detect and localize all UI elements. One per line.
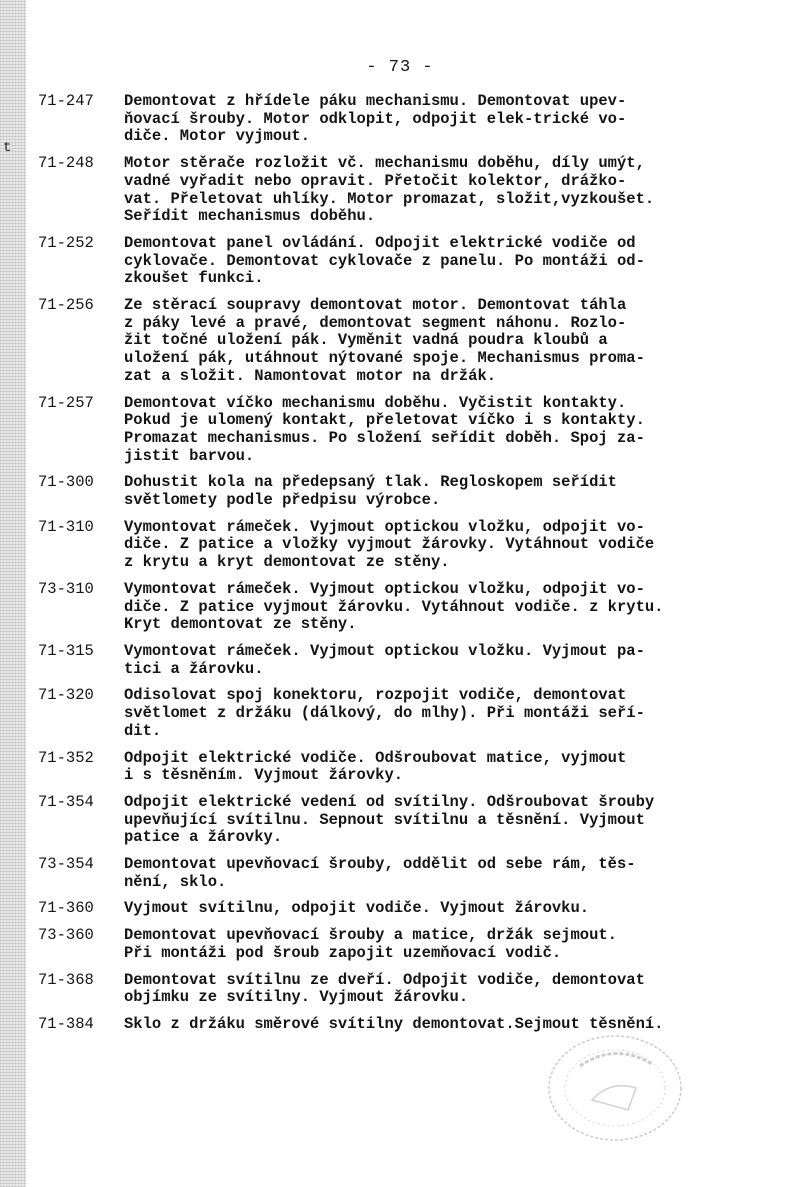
- operation-entry: [38, 474, 778, 509]
- operation-entry: [38, 395, 778, 466]
- description-line: objímku ze svítilny. Vyjmout žárovku.: [124, 988, 469, 1007]
- operation-entry: [38, 687, 778, 740]
- margin-mark: t: [3, 140, 12, 156]
- stamp-seal: [540, 1028, 690, 1148]
- scan-margin-strip: [0, 0, 26, 1187]
- description-line: diče. Z patice vyjmout žárovku. Vytáhnout vodiče. z krytu.: [124, 597, 664, 616]
- operation-description: [124, 235, 778, 288]
- operation-description: [124, 900, 778, 918]
- operation-code: 71-368: [38, 970, 94, 989]
- operation-entry: [38, 235, 778, 288]
- operation-description: [124, 155, 778, 226]
- description-line: dit.: [124, 721, 162, 740]
- operation-description: [124, 643, 778, 678]
- description-line: Demontovat panel ovládání. Odpojit elektrické vodiče od: [124, 233, 636, 252]
- operation-description: [124, 856, 778, 891]
- operation-entry: [38, 750, 778, 785]
- description-line: Promazat mechanismus. Po složení seřídit doběh. Spoj za-: [124, 428, 645, 447]
- operation-entry: [38, 794, 778, 847]
- operation-description: [124, 927, 778, 962]
- description-line: Demontovat upevňovací šrouby, oddělit od sebe rám, těs-: [124, 855, 636, 874]
- operation-description: [124, 972, 778, 1007]
- description-line: z krytu a kryt demontovat ze stěny.: [124, 553, 450, 572]
- description-line: z páky levé a pravé, demontovat segment náhonu. Rozlo-: [124, 313, 627, 332]
- operation-description: [124, 519, 778, 572]
- description-line: tici a žárovku.: [124, 659, 264, 678]
- operation-entry: [38, 643, 778, 678]
- operations-list: [38, 93, 778, 1043]
- description-line: Odpojit elektrické vodiče. Odšroubovat matice, vyjmout: [124, 748, 627, 767]
- description-line: světlomet z držáku (dálkový, do mlhy). Při montáži seří-: [124, 704, 645, 723]
- description-line: upevňující svítilnu. Sepnout svítilnu a těsnění. Vyjmout: [124, 810, 645, 829]
- description-line: nění, sklo.: [124, 872, 227, 891]
- operation-code: 71-320: [38, 686, 94, 705]
- operation-code: 71-384: [38, 1014, 94, 1033]
- description-line: Kryt demontovat ze stěny.: [124, 615, 357, 634]
- description-line: Demontovat upevňovací šrouby a matice, držák sejmout.: [124, 926, 617, 945]
- description-line: Pokud je ulomený kontakt, přeletovat víčko i s kontakty.: [124, 411, 645, 430]
- operation-entry: [38, 972, 778, 1007]
- operation-code: 71-252: [38, 233, 94, 252]
- description-line: světlomety podle předpisu výrobce.: [124, 491, 441, 510]
- description-line: uložení pák, utáhnout nýtované spoje. Mechanismus proma-: [124, 349, 645, 368]
- description-line: patice a žárovky.: [124, 828, 283, 847]
- description-line: Odisolovat spoj konektoru, rozpojit vodiče, demontovat: [124, 686, 627, 705]
- operation-description: [124, 750, 778, 785]
- description-line: diče. Motor vyjmout.: [124, 127, 311, 146]
- description-line: Demontovat víčko mechanismu doběhu. Vyčistit kontakty.: [124, 393, 627, 412]
- description-line: Vymontovat rámeček. Vyjmout optickou vložku, odpojit vo-: [124, 517, 645, 536]
- description-line: diče. Z patice a vložky vyjmout žárovky. Vytáhnout vodiče: [124, 535, 655, 554]
- operation-code: 71-256: [38, 296, 94, 315]
- operation-description: [124, 395, 778, 466]
- operation-entry: [38, 519, 778, 572]
- description-line: Motor stěrače rozložit vč. mechanismu doběhu, díly umýt,: [124, 154, 645, 173]
- page-number: - 73 -: [366, 58, 434, 77]
- description-line: cyklovače. Demontovat cyklovače z panelu. Po montáži od-: [124, 251, 645, 270]
- operation-description: [124, 581, 778, 634]
- operation-entry: [38, 155, 778, 226]
- operation-code: 73-310: [38, 579, 94, 598]
- operation-code: 71-354: [38, 792, 94, 811]
- description-line: žit točné uložení pák. Vyměnit vadná poudra kloubů a: [124, 331, 608, 350]
- operation-entry: [38, 297, 778, 386]
- operation-code: 71-300: [38, 473, 94, 492]
- operation-description: [124, 93, 778, 146]
- description-line: Demontovat z hřídele páku mechanismu. Demontovat upev-: [124, 92, 627, 110]
- description-line: zkoušet funkci.: [124, 269, 264, 288]
- description-line: i s těsněním. Vyjmout žárovky.: [124, 766, 404, 785]
- description-line: Odpojit elektrické vedení od svítilny. Odšroubovat šrouby: [124, 792, 655, 811]
- operation-code: 71-257: [38, 393, 94, 412]
- operation-code: 73-360: [38, 926, 94, 945]
- description-line: zat a složit. Namontovat motor na držák.: [124, 366, 497, 385]
- operation-description: [124, 297, 778, 386]
- operation-entry: [38, 900, 778, 918]
- description-line: Ze stěrací soupravy demontovat motor. Demontovat táhla: [124, 296, 627, 315]
- description-line: ňovací šrouby. Motor odklopit, odpojit elek-trické vo-: [124, 109, 627, 128]
- description-line: jistit barvou.: [124, 446, 255, 465]
- description-line: Demontovat svítilnu ze dveří. Odpojit vodiče, demontovat: [124, 970, 645, 989]
- operation-description: [124, 687, 778, 740]
- description-line: Dohustit kola na předepsaný tlak. Regloskopem seřídit: [124, 473, 617, 492]
- operation-code: 73-354: [38, 855, 94, 874]
- operation-code: 71-310: [38, 517, 94, 536]
- operation-entry: [38, 856, 778, 891]
- operation-code: 71-247: [38, 92, 94, 110]
- description-line: Sklo z držáku směrové svítilny demontovat.Sejmout těsnění.: [124, 1014, 664, 1033]
- operation-code: 71-315: [38, 641, 94, 660]
- operation-code: 71-352: [38, 748, 94, 767]
- operation-entry: [38, 581, 778, 634]
- operation-code: 71-248: [38, 154, 94, 173]
- description-line: Vymontovat rámeček. Vyjmout optickou vložku, odpojit vo-: [124, 579, 645, 598]
- description-line: Seřídit mechanismus doběhu.: [124, 207, 376, 226]
- operation-description: [124, 474, 778, 509]
- description-line: Vymontovat rámeček. Vyjmout optickou vložku. Vyjmout pa-: [124, 641, 645, 660]
- description-line: Vyjmout svítilnu, odpojit vodiče. Vyjmout žárovku.: [124, 899, 590, 918]
- operation-entry: [38, 927, 778, 962]
- operation-description: [124, 794, 778, 847]
- operation-code: 71-360: [38, 899, 94, 918]
- description-line: vadné vyřadit nebo opravit. Přetočit kolektor, drážko-: [124, 171, 627, 190]
- description-line: vat. Přeletovat uhlíky. Motor promazat, složit,vyzkoušet.: [124, 189, 655, 208]
- operation-entry: [38, 93, 778, 146]
- description-line: Při montáži pod šroub zapojit uzemňovací vodič.: [124, 943, 562, 962]
